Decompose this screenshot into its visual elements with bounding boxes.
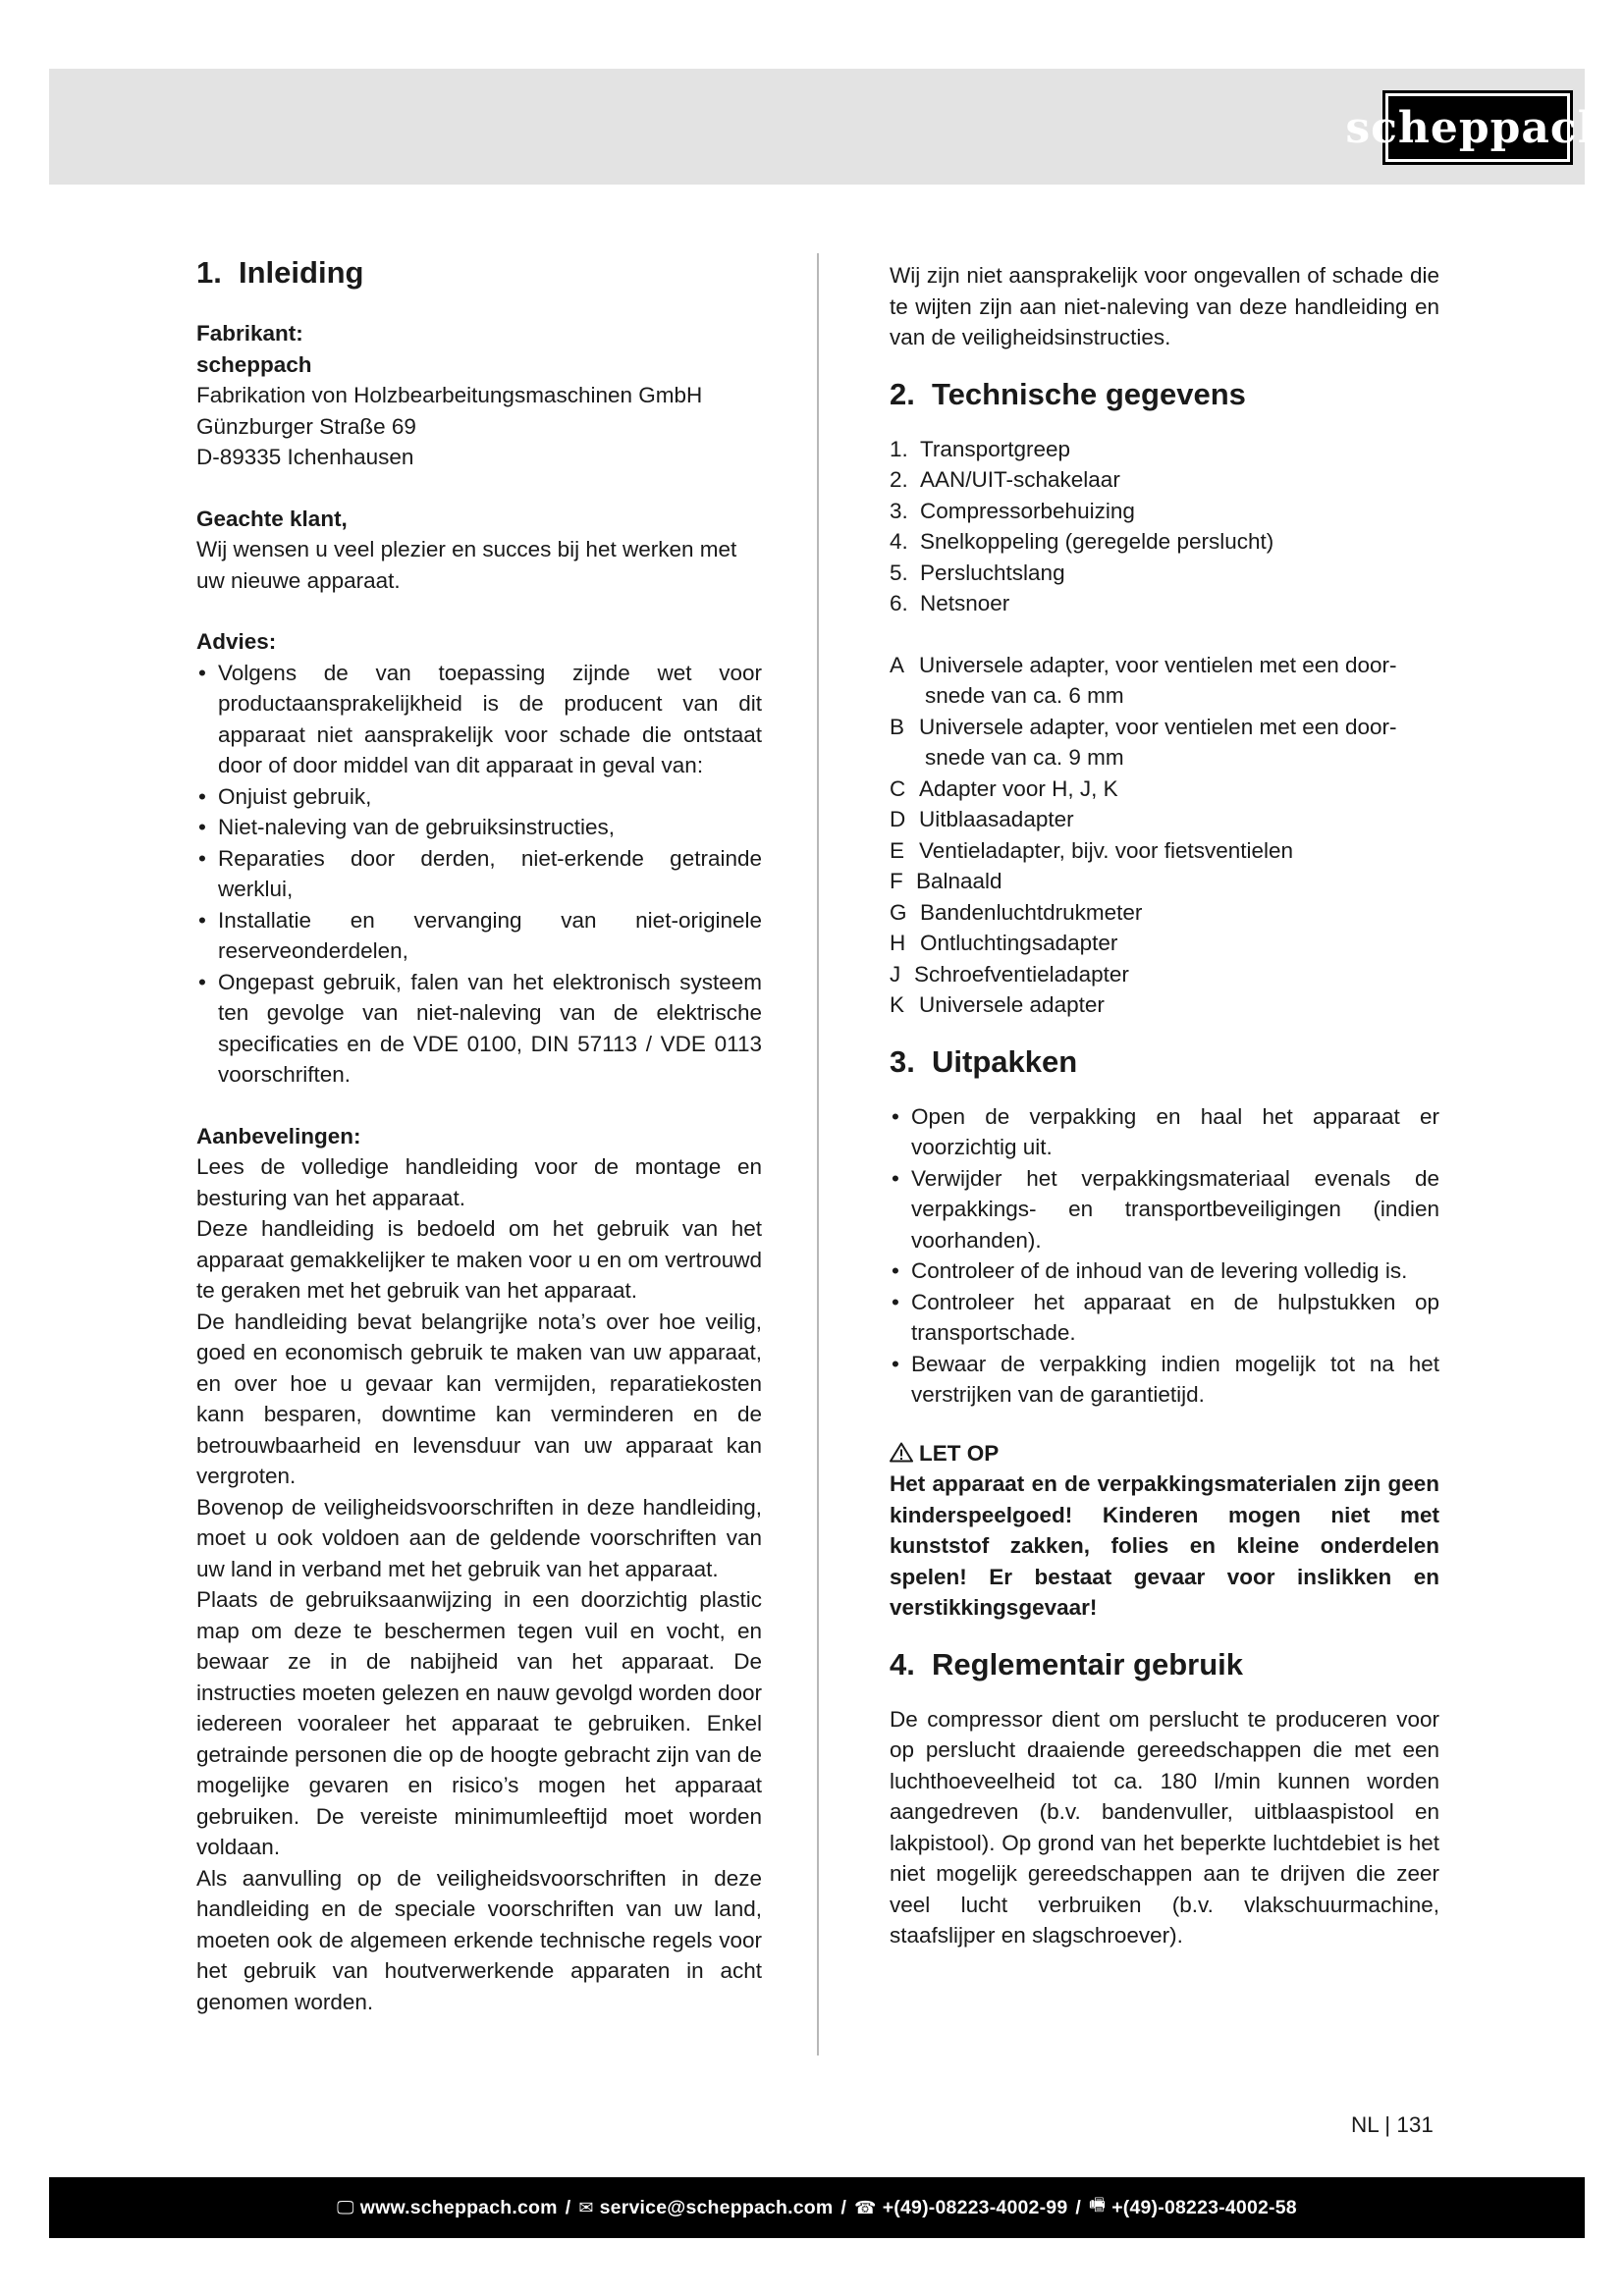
- fabrikant-company: scheppach: [196, 351, 312, 377]
- scheppach-logo: scheppach: [1382, 90, 1573, 165]
- section-heading-technische-gegevens: 2. Technische gegevens: [890, 376, 1246, 411]
- section-heading-uitpakken: 3. Uitpakken: [890, 1043, 1078, 1079]
- advies-label: Advies:: [196, 629, 277, 654]
- paragraph: De handleiding bevat belangrijke nota’s over hoe veilig, goed en economisch gebruik te maken van uw apparaat, en over hoe u gevaar kan vermijden, reparatiekosten kann besparen, downtime kan verminderen en de betrouwbaarheid en levensduur van uw apparaat kan vergroten.: [196, 1308, 762, 1488]
- mail-icon: ✉: [578, 2197, 594, 2217]
- list-item: • Bewaar de verpakking indien mogelijk tot na het verstrijken van de garantietijd.: [890, 1349, 1439, 1411]
- list-item: 1. Transportgreep: [890, 436, 1070, 461]
- paragraph: Plaats de gebruiksaanwijzing in een doorzichtig plastic map om deze te beschermen tegen vuil en vocht, en bewaar ze in de nabijheid van het apparaat. De instructies moeten gelezen en nauw gevolgd worden door iedereen vooraleer het apparaat te gebruiken. Enkel getrainde personen die op de hoogte gebracht zijn van de mogelijke gevaren en risico’s mogen het apparaat gebruiken. De vereiste minimumleeftijd moet worden voldaan.: [196, 1587, 762, 1859]
- footer-phone: +(49)-08223-4002-99: [882, 2196, 1068, 2218]
- gebruik-paragraph: De compressor dient om perslucht te produceren voor op perslucht draaiende gereedschappen die met een luchthoeveelheid tot ca. 180 l/min kunnen worden aangedreven (b.v. bandenvuller, uitblaaspistool en lakpistool). Op grond van het beperkte luchtdebiet is het niet mogelijk gereedschappen aan te drijven die zeer veel lucht verbruiken (b.v. vlakschuurmachine, staafslijper en slagschroever).: [890, 1706, 1439, 1948]
- list-item: • Controleer het apparaat en de hulpstukken op transportschade.: [890, 1287, 1439, 1349]
- fabrikant-line: Fabrikation von Holzbearbeitungsmaschinen GmbH: [196, 383, 703, 407]
- list-item: • Ongepast gebruik, falen van het elektronisch systeem ten gevolge van niet-naleving van de elektrische specificaties en de VDE 0100, DIN 57113 / VDE 0113 voorschriften.: [196, 967, 762, 1091]
- aanbevelingen-label: Aanbevelingen:: [196, 1123, 361, 1148]
- uitpakken-list: [890, 1101, 1439, 1411]
- list-item: • Controleer of de inhoud van de levering volledig is.: [890, 1255, 1439, 1287]
- paragraph: Lees de volledige handleiding voor de montage en besturing van het apparaat.: [196, 1154, 762, 1210]
- list-item: E Ventieladapter, bijv. voor fietsventielen: [890, 837, 1294, 863]
- monitor-icon: 🖵: [337, 2197, 354, 2217]
- section-heading-reglementair-gebruik: 4. Reglementair gebruik: [890, 1646, 1243, 1682]
- klant-text: Wij wensen u veel plezier en succes bij het werken met uw nieuwe apparaat.: [196, 537, 737, 593]
- paragraph: Bovenop de veiligheidsvoorschriften in deze handleiding, moet u ook voldoen aan de geldende voorschriften van uw land in verband met het gebruik van het apparaat.: [196, 1494, 762, 1581]
- list-item: • Onjuist gebruik,: [196, 781, 762, 813]
- warning-triangle-icon: [890, 1442, 913, 1463]
- page-number: NL | 131: [1351, 2112, 1434, 2137]
- list-item: D Uitblaasadapter: [890, 807, 1074, 831]
- liability-paragraph: Wij zijn niet aansprakelijk voor ongevallen of schade die te wijten zijn aan niet-naleving van deze handleiding en van de veiligheidsinstructies.: [890, 263, 1439, 349]
- list-item: B Universele adapter, voor ventielen met een door- snede van ca. 9 mm: [890, 714, 1397, 770]
- list-item: C Adapter voor H, J, K: [890, 775, 1118, 801]
- list-item: A Universele adapter, voor ventielen met een door- snede van ca. 6 mm: [890, 652, 1397, 708]
- list-item: 3. Compressorbehuizing: [890, 498, 1135, 523]
- list-item: 4. Snelkoppeling (geregelde perslucht): [890, 529, 1274, 554]
- section-heading-inleiding: 1. Inleiding: [196, 255, 364, 290]
- left-column: [196, 251, 762, 2017]
- klant-label: Geachte klant,: [196, 506, 348, 531]
- list-item: H Ontluchtingsadapter: [890, 931, 1118, 955]
- right-column: [890, 251, 1439, 1951]
- parts-numbered-list: [890, 434, 1439, 619]
- list-item: • Niet-naleving van de gebruiksinstructies,: [196, 812, 762, 843]
- fabrikant-line: D-89335 Ichenhausen: [196, 445, 414, 469]
- list-item: • Verwijder het verpakkingsmateriaal evenals de verpakkings- en transportbeveiligingen (indien voorhanden).: [890, 1163, 1439, 1256]
- paragraph: Deze handleiding is bedoeld om het gebruik van het apparaat gemakkelijker te maken voor u en om vertrouwd te geraken met het gebruik van het apparaat.: [196, 1216, 762, 1303]
- fabrikant-label: Fabrikant:: [196, 321, 303, 346]
- list-item: • Reparaties door derden, niet-erkende getrainde werklui,: [196, 843, 762, 905]
- list-item: 6. Netsnoer: [890, 591, 1010, 615]
- advies-list: [196, 658, 762, 1091]
- footer-web: www.scheppach.com: [359, 2196, 558, 2218]
- footer-fax: +(49)-08223-4002-58: [1111, 2196, 1297, 2218]
- fabrikant-line: Günzburger Straße 69: [196, 413, 416, 439]
- list-item: • Open de verpakking en haal het apparaat er voorzichtig uit.: [890, 1101, 1439, 1163]
- list-item: 5. Persluchtslang: [890, 560, 1065, 585]
- accessory-lettered-list: [890, 650, 1439, 1021]
- list-item: • Volgens de van toepassing zijnde wet voor productaansprakelijkheid is de producent van dit apparaat niet aansprakelijk voor schade die ontstaat door of door middel van dit apparaat in geval van:: [196, 658, 762, 781]
- phone-icon: ☎: [854, 2197, 877, 2217]
- column-divider: [817, 253, 819, 2056]
- list-item: G Bandenluchtdrukmeter: [890, 899, 1143, 925]
- fax-icon: 🖷: [1088, 2195, 1107, 2215]
- list-item: 2. AAN/UIT-schakelaar: [890, 467, 1120, 492]
- list-item: K Universele adapter: [890, 992, 1105, 1017]
- paragraph: Als aanvulling op de veiligheidsvoorschriften in deze handleiding en de speciale voorschriften van uw land, moeten ook de algemeen erkende technische regels voor het gebruik van houtverwerkende apparaten in acht genomen worden.: [196, 1865, 762, 2014]
- footer-email: service@scheppach.com: [599, 2196, 834, 2218]
- warning-text: Het apparaat en de verpakkingsmaterialen zijn geen kinderspeelgoed! Kinderen mogen niet met kunststof zakken, folies en kleine onderdelen spelen! Er bestaat gevaar voor inslikken en verstikkingsgevaar!: [890, 1471, 1439, 1620]
- footer-bar: 🖵 www.scheppach.com / ✉ service@scheppach.com / ☎ +(49)-08223-4002-99 / 🖷 +(49)-08223-4002-58: [49, 2177, 1585, 2238]
- list-item: • Installatie en vervanging van niet-originele reserveonderdelen,: [196, 905, 762, 967]
- list-item: J Schroefventieladapter: [890, 961, 1129, 987]
- warning-title: LET OP: [890, 1438, 1439, 1469]
- list-item: F Balnaald: [890, 869, 1002, 893]
